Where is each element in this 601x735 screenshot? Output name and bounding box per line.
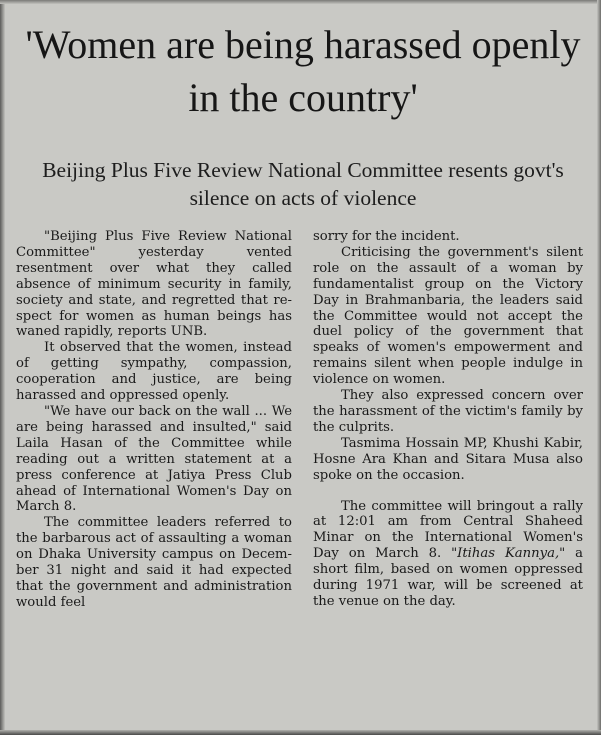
article-column-left <box>16 229 292 611</box>
paragraph: Criticising the government's silent role on the assault of a woman by fundamentalist group on the Victory Day in Brahmanbaria, the leaders said the Committee would not accept the duel policy of the government that speaks of women's empowerment and remains silent when people indulge in violence on women. <box>313 244 583 388</box>
film-title: "Itihas Kannya," <box>451 546 566 562</box>
article-column-right <box>313 229 583 610</box>
paragraph-text: a short film, based on women oppressed during 1971 war, will be screened at the venue on the day. <box>313 546 583 609</box>
paragraph <box>313 499 583 610</box>
paragraph: The committee leaders referred to the barbarous act of assaulting a woman on Dhaka University campus on December 31 night and said it had expected that the government and administration would feel <box>16 515 292 610</box>
paragraph-text: The committee will bringout a rally at 12:01 am from Central Shaheed Minar on the International Women's Day on March 8. <box>313 498 583 562</box>
scan-edge-right <box>597 0 601 735</box>
paragraph: Tasmima Hossain MP, Khushi Kabir, Hosne Ara Khan and Sitara Musa also spoke on the occasion. <box>313 435 583 483</box>
paragraph: "Beijing Plus Five Review National Committee" yesterday vented resentment over what they called absence of minimum security in family, society and state, and regretted that respect for women as human beings has waned rapidly, reports UNB. <box>16 229 292 340</box>
paragraph: It observed that the women, instead of getting sympathy, compassion, cooperation and justice, are being harassed and oppressed openly. <box>16 340 292 404</box>
subheadline: Beijing Plus Five Review National Committee resents govt's silence on acts of violence <box>42 158 564 210</box>
paragraph: "We have our back on the wall ... We are being harassed and insulted," said Laila Hasan of the Committee while reading out a written statement at a press conference at Jatiya Press Club ahead of International Women's Day on March 8. <box>16 403 292 515</box>
paragraph: sorry for the incident. <box>313 229 460 244</box>
scan-edge-left <box>0 0 5 735</box>
paragraph: They also expressed concern over the harassment of the victim's family by the culprits. <box>313 388 583 435</box>
headline: 'Women are being harassed openly in the country' <box>25 22 581 120</box>
scan-edge-top <box>0 0 601 4</box>
scan-edge-bottom <box>0 730 601 735</box>
